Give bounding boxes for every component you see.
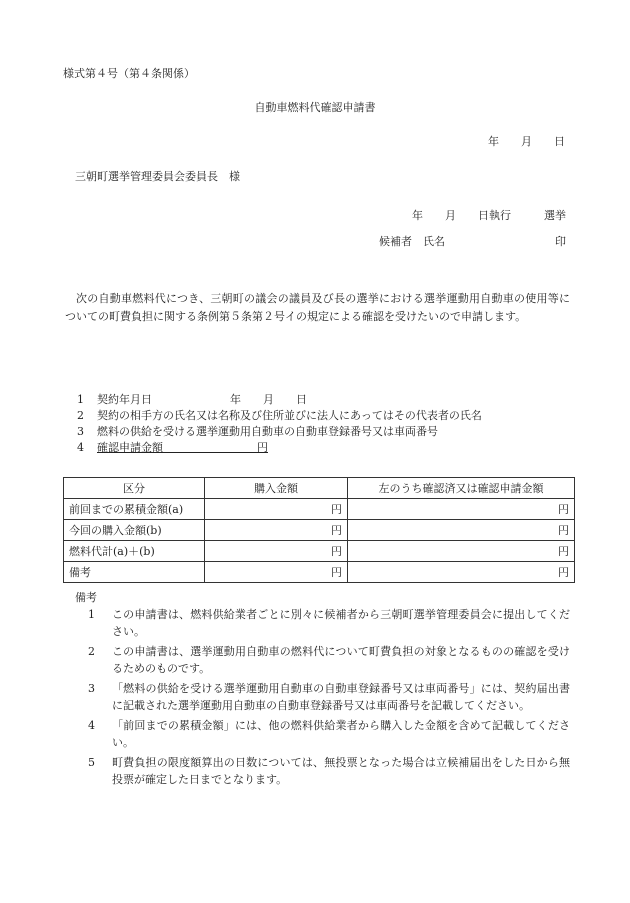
item-number: 2 — [77, 409, 84, 422]
item-label: 契約年月日 — [97, 393, 152, 406]
note-number: 2 — [88, 645, 95, 658]
note-item — [88, 643, 570, 677]
note-text: この申請書は、燃料供給業者ごとに別々に候補者から三朝町選挙管理委員会に提出してください。 — [112, 608, 570, 638]
table-row — [64, 520, 575, 541]
confirmed-amount-cell: 円 — [348, 541, 575, 562]
form-number: 様式第４号（第４条関係） — [63, 67, 195, 80]
column-header-confirmed-amount: 左のうち確認済又は確認申請金額 — [348, 478, 575, 499]
purchase-amount-cell: 円 — [205, 499, 348, 520]
note-number: 1 — [88, 608, 95, 621]
item-label: 確認申請金額 — [97, 441, 163, 454]
candidate-label: 候補者 氏名 — [379, 235, 445, 248]
confirmed-amount-cell: 円 — [348, 499, 575, 520]
item-vehicle-number — [77, 424, 482, 440]
note-item — [88, 717, 570, 751]
document-title: 自動車燃料代確認申請書 — [254, 101, 376, 114]
amount-unit: 円 — [257, 441, 268, 454]
note-text: 「前回までの累積金額」には、他の燃料供給業者から購入した金額を含めて記載してください。 — [112, 719, 570, 749]
table-header-row — [64, 478, 575, 499]
seal-mark: 印 — [555, 235, 566, 248]
table-row — [64, 562, 575, 583]
confirmed-amount-cell: 円 — [348, 520, 575, 541]
table-row — [64, 541, 575, 562]
fuel-amount-table — [63, 477, 575, 583]
item-label: 燃料の供給を受ける選挙運動用自動車の自動車登録番号又は車両番号 — [97, 425, 438, 438]
application-body-text: 次の自動車燃料代につき、三朝町の議会の議員及び長の選挙における選挙運動用自動車の使用等についての町費負担に関する条例第５条第２号イの規定による確認を受けたいので申請します。 — [65, 292, 570, 323]
note-number: 5 — [88, 756, 95, 769]
item-number: 4 — [77, 441, 84, 454]
item-number: 3 — [77, 425, 84, 438]
note-item — [88, 680, 570, 714]
column-header-purchase-amount: 購入金額 — [205, 478, 348, 499]
remarks-title: 備考 — [75, 591, 97, 604]
note-number: 3 — [88, 682, 95, 695]
purchase-amount-cell: 円 — [205, 520, 348, 541]
note-text: 町費負担の限度額算出の日数については、無投票となった場合は立候補届出をした日から無投票が確定した日までとなります。 — [112, 756, 570, 786]
row-label: 今回の購入金額(b) — [64, 520, 205, 541]
election-date-line: 年 月 日執行 選挙 — [412, 209, 566, 222]
row-label: 燃料代計(a)＋(b) — [64, 541, 205, 562]
item-contract-party — [77, 408, 482, 424]
row-label: 前回までの累積金額(a) — [64, 499, 205, 520]
purchase-amount-cell: 円 — [205, 562, 348, 583]
row-label: 備考 — [64, 562, 205, 583]
amount-blank — [163, 440, 257, 453]
contract-date-blank: 年 月 日 — [230, 393, 307, 406]
column-header-category: 区分 — [64, 478, 205, 499]
item-number: 1 — [77, 393, 84, 406]
item-list — [77, 392, 482, 456]
note-item — [88, 606, 570, 640]
addressee: 三朝町選挙管理委員会委員長 様 — [75, 170, 240, 183]
note-text: この申請書は、選挙運動用自動車の燃料代について町費負担の対象となるものの確認を受けるためのものです。 — [112, 645, 570, 675]
candidate-name-line — [379, 234, 566, 249]
note-item — [88, 754, 570, 788]
table-row — [64, 499, 575, 520]
purchase-amount-cell: 円 — [205, 541, 348, 562]
note-text: 「燃料の供給を受ける選挙運動用自動車の自動車登録番号又は車両番号」には、契約届出書に記載された選挙運動用自動車の自動車登録番号又は車両番号を記載してください。 — [112, 682, 570, 712]
note-number: 4 — [88, 719, 95, 732]
confirmed-amount-cell: 円 — [348, 562, 575, 583]
item-requested-amount — [77, 440, 482, 456]
remarks-notes — [88, 606, 570, 791]
item-contract-date — [77, 392, 482, 408]
application-date: 年 月 日 — [488, 135, 565, 148]
item-label: 契約の相手方の氏名又は名称及び住所並びに法人にあってはその代表者の氏名 — [97, 409, 482, 422]
